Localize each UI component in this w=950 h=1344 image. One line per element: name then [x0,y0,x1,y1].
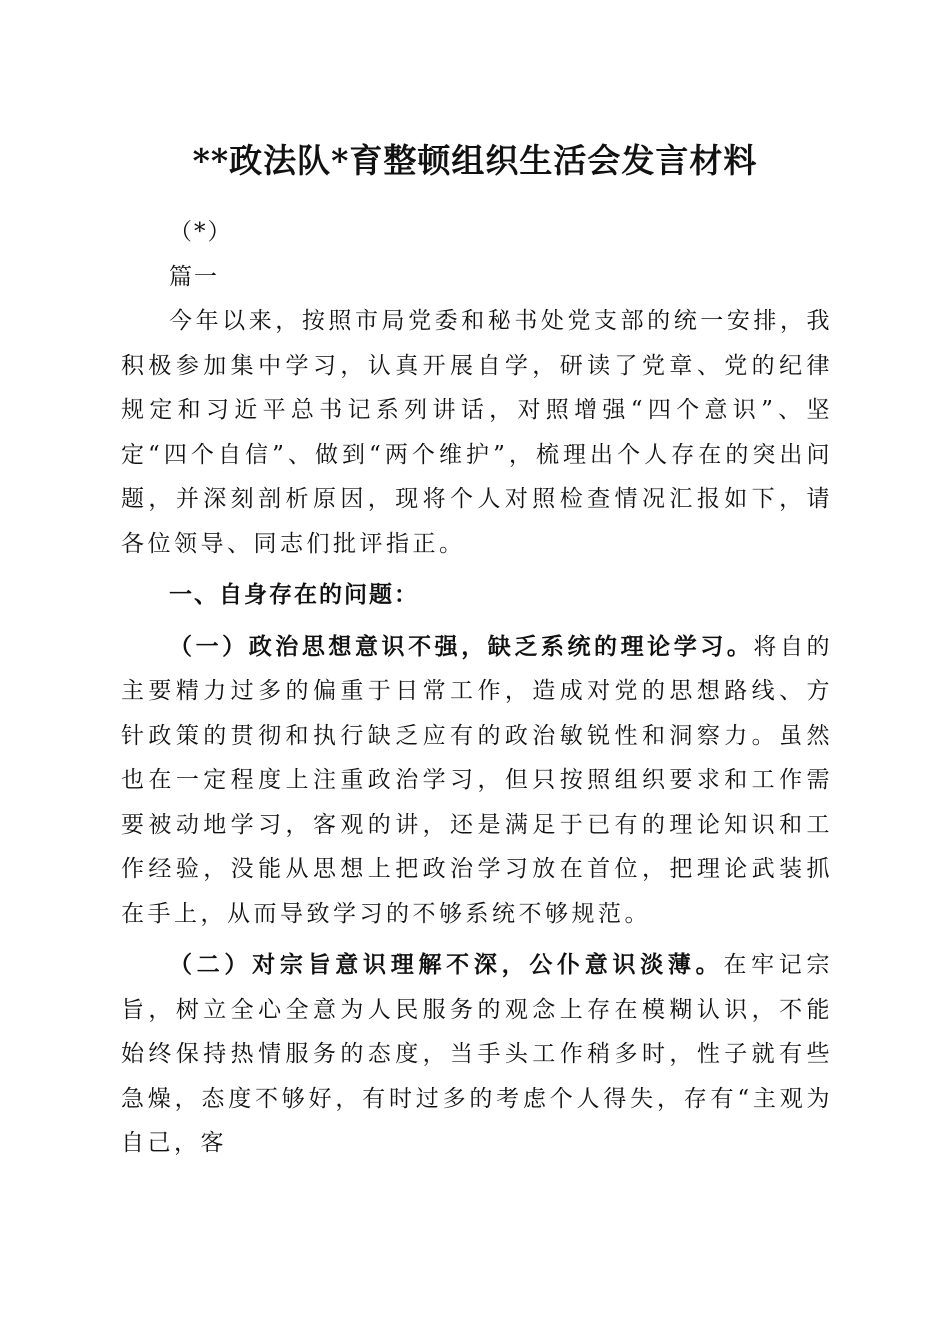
section-label: 篇一 [169,263,219,290]
document-body [121,210,833,1166]
intro-paragraph: 今年以来，按照市局党委和秘书处党支部的统一安排，我积极参加集中学习，认真开展自学，研读了党章、党的纪律规定和习近平总书记系列讲话，对照增强“四个意识”、坚定“四个自信”、做到“两个维护”，梳理出个人存在的突出问题，并深刻剖析原因，现将个人对照检查情况汇报如下，请各位领导、同志们批评指正。 [121,308,833,557]
item-2-text: 在牢记宗旨，树立全心全意为人民服务的观念上存在模糊认识，不能始终保持热情服务的态度，当手头工作稍多时，性子就有些急燥，态度不够好，有时过多的考虑个人得失，存有“主观为自己，客 [121,952,834,1156]
item-1-paragraph [121,625,833,937]
item-2-paragraph [121,943,833,1166]
document-title: **政法队*育整顿组织生活会发言材料 [192,141,758,180]
subtitle: （*） [169,219,233,245]
item-2-lead: （二）对宗旨意识理解不深，公仆意识淡薄。 [169,951,724,978]
heading-problems: 一、自身存在的问题： [169,582,419,608]
item-1-text: 将自的主要精力过多的偏重于日常工作，造成对党的思想路线、方针政策的贯彻和执行缺乏应有的政治敏锐性和洞察力。虽然也在一定程度上注重政治学习，但只按照组织要求和工作需要被动地学习，客观的讲，还是满足于已有的理论知识和工作经验，没能从思想上把政治学习放在首位，把理论武装抓在手上，从而导致学习的不够系统不够规范。 [121,633,833,927]
item-1-lead: （一）政治思想意识不强，缺乏系统的理论学习。 [169,632,754,660]
